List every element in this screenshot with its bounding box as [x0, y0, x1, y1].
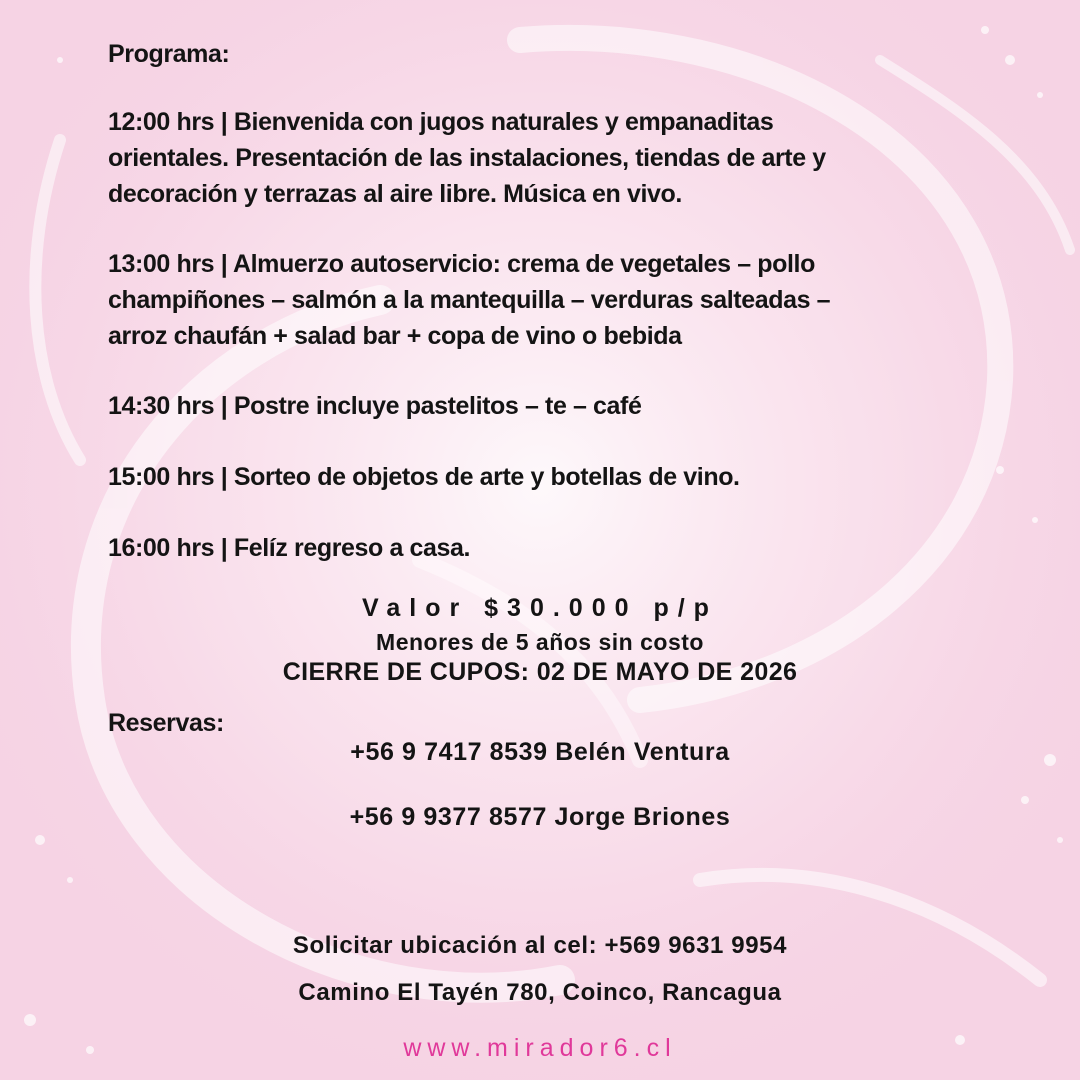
program-line: 12:00 hrs | Bienvenida con jugos naturales y empanaditas: [108, 108, 774, 136]
registration-deadline: CIERRE DE CUPOS: 02 DE MAYO DE 2026: [282, 658, 798, 686]
reservation-contact: +56 9 7417 8539 Belén Ventura: [350, 738, 730, 766]
reservation-contact: +56 9 9377 8577 Jorge Briones: [349, 803, 731, 831]
location-request: Solicitar ubicación al cel: +569 9631 9954: [292, 932, 788, 959]
program-item-1500: 15:00 hrs | Sorteo de objetos de arte y botellas de vino.: [108, 463, 740, 491]
program-line: champiñones – salmón a la mantequilla – verduras salteadas –: [108, 286, 831, 314]
address: Camino El Tayén 780, Coinco, Rancagua: [298, 979, 782, 1006]
children-free-note: Menores de 5 años sin costo: [376, 629, 704, 655]
program-line: decoración y terrazas al aire libre. Música en vivo.: [108, 180, 682, 208]
website-link[interactable]: www.mirador6.cl: [403, 1034, 677, 1062]
program-item-1600: 16:00 hrs | Felíz regreso a casa.: [108, 534, 471, 562]
price-value: Valor $30.000 p/p: [362, 594, 718, 622]
program-item-1430: 14:30 hrs | Postre incluye pastelitos – te – café: [108, 392, 642, 420]
program-line: orientales. Presentación de las instalaciones, tiendas de arte y: [108, 144, 826, 172]
reservations-heading: Reservas:: [108, 709, 224, 737]
program-line: 13:00 hrs | Almuerzo autoservicio: crema de vegetales – pollo: [108, 250, 815, 278]
program-line: arroz chaufán + salad bar + copa de vino o bebida: [108, 322, 682, 350]
program-heading: Programa:: [108, 40, 230, 68]
